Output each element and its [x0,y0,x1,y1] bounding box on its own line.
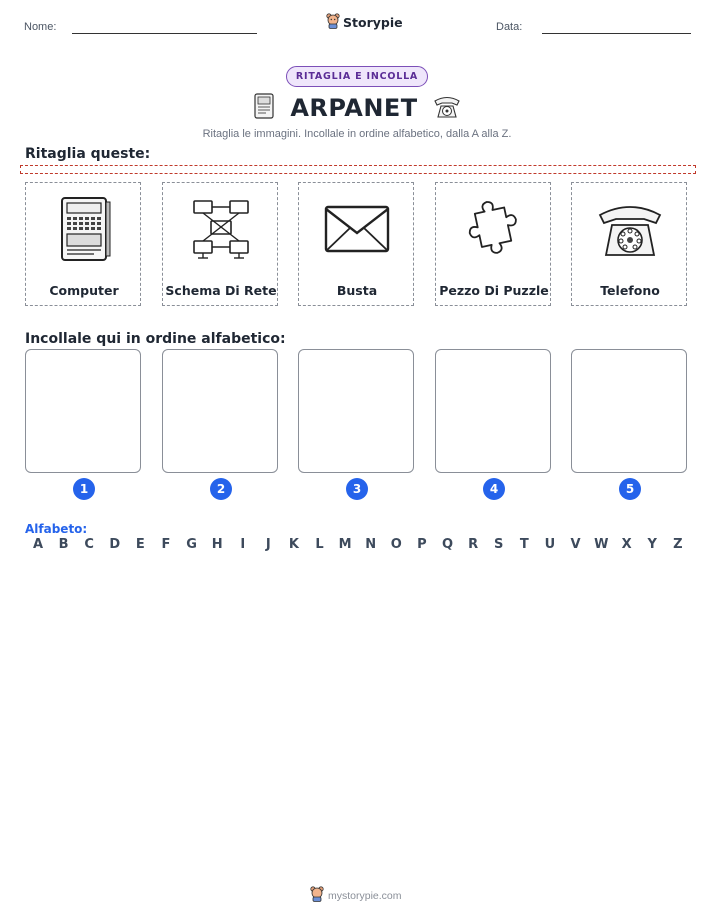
card-label: Telefono [600,283,660,298]
alphabet-letter: H [211,537,223,552]
alphabet-letter: E [135,537,145,552]
computer-icon [26,187,142,271]
instructions: Ritaglia le immagini. Incollale in ordine alfabetico, dalla A alla Z. [202,128,512,140]
cut-card-network[interactable] [162,182,278,306]
slot-number-badge: 4 [483,478,505,500]
page-title: ARPANET [290,94,418,122]
alphabet-letter: F [161,537,171,552]
alphabet-letter: V [570,537,581,552]
name-line[interactable] [72,33,257,34]
alphabet-letter: N [365,537,377,552]
alphabet-letter: K [288,537,299,552]
footer [310,886,402,905]
name-label: Nome: [24,21,57,33]
alphabet-title: Alfabeto: [25,522,88,536]
alphabet-letter: I [240,537,246,552]
paste-slot-5[interactable] [571,349,687,473]
card-label: Computer [49,283,119,298]
alphabet-letter: S [494,537,504,552]
alphabet-letter: G [186,537,197,552]
puzzle-piece-icon [436,187,552,271]
alphabet-letter: W [594,537,609,552]
paste-slot-2[interactable] [162,349,278,473]
slot-number-badge: 5 [619,478,641,500]
alphabet-letter: B [58,537,69,552]
cut-card-puzzle[interactable] [435,182,551,306]
cut-card-telephone[interactable] [571,182,687,306]
paste-slot-3[interactable] [298,349,414,473]
alphabet-letter: A [32,537,44,552]
brand-name: Storypie [343,15,403,30]
card-label: Pezzo Di Puzzle [439,283,549,298]
alphabet-letter: L [315,537,324,552]
alphabet-letter: C [84,537,94,552]
network-diagram-icon [163,187,279,271]
brand-logo [326,13,403,32]
alphabet-letter: R [468,537,479,552]
date-label: Data: [496,21,523,33]
card-label: Busta [336,283,378,298]
alphabet-letter: X [621,537,632,552]
envelope-icon [299,187,415,271]
date-line[interactable] [542,33,691,34]
activity-badge: RITAGLIA E INCOLLA [286,66,428,87]
alphabet-letter: P [417,537,427,552]
alphabet-row [31,537,685,552]
cut-line [20,165,696,174]
cut-section-title: Ritaglia queste: [25,146,151,162]
slot-number-badge: 2 [210,478,232,500]
alphabet-letter: U [544,537,556,552]
paste-slot-4[interactable] [435,349,551,473]
alphabet-letter: O [390,537,402,552]
card-label: Schema Di Rete [165,283,277,298]
bear-mascot-icon [326,13,340,32]
title-row [0,92,714,124]
rotary-phone-icon [432,93,462,123]
alphabet-letter: M [338,537,352,552]
paste-section-title: Incollale qui in ordine alfabetico: [25,331,286,347]
cut-card-envelope[interactable] [298,182,414,306]
computer-icon [252,92,276,124]
alphabet-letter: T [519,537,529,552]
footer-url[interactable]: mystorypie.com [328,889,402,902]
alphabet-letter: Z [673,537,683,552]
rotary-phone-icon [572,187,688,271]
bear-mascot-icon [310,886,324,905]
alphabet-letter: J [265,537,271,552]
slot-number-badge: 1 [73,478,95,500]
paste-slot-1[interactable] [25,349,141,473]
alphabet-letter: Q [441,537,454,552]
alphabet-letter: Y [647,537,657,552]
alphabet-letter: D [109,537,121,552]
cut-card-computer[interactable] [25,182,141,306]
slot-number-badge: 3 [346,478,368,500]
